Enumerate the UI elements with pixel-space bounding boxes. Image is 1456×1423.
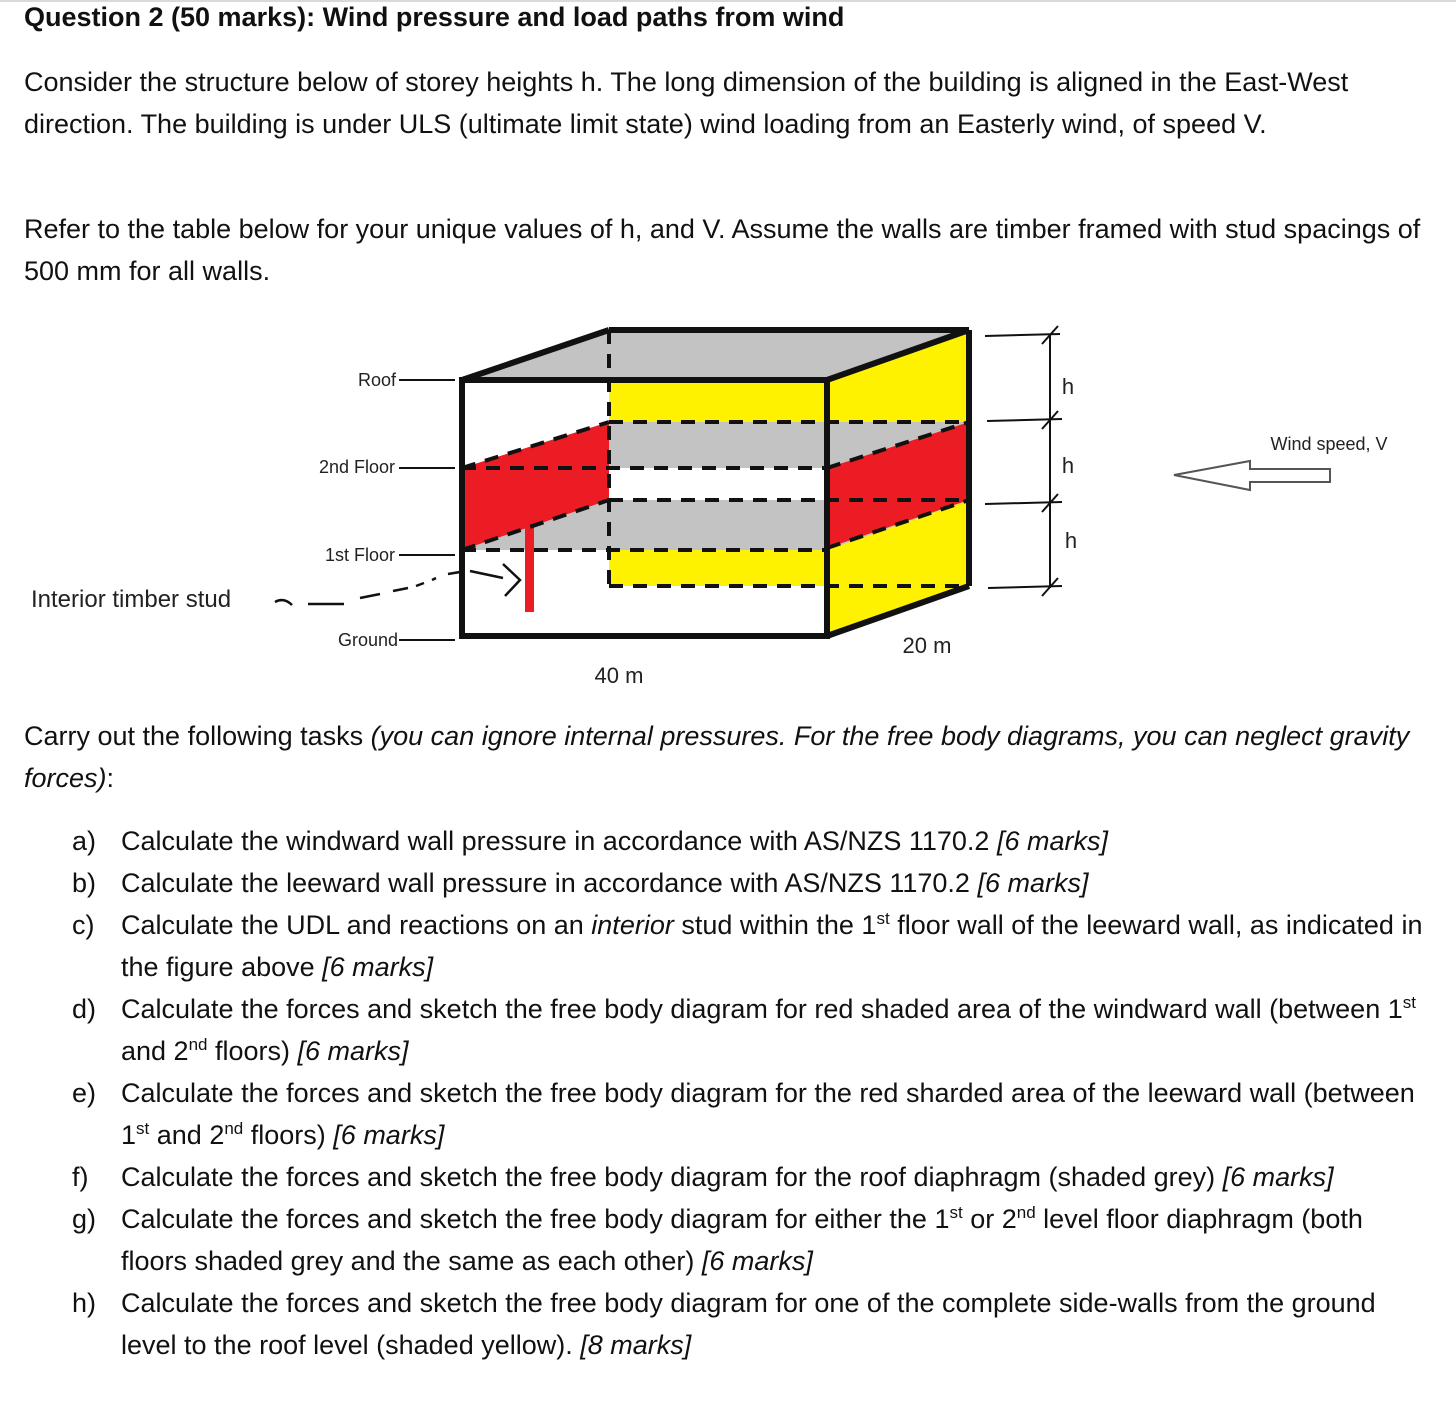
task-d: d) Calculate the forces and sketch the free body diagram for red shaded area of the windward wall (between 1st and 2nd floors) [6 marks] (72, 993, 1416, 1066)
task-g: g) Calculate the forces and sketch the free body diagram for either the 1st or 2nd level floor diaphragm (both floors shaded grey and the same as each other) [6 marks] (72, 1203, 1363, 1276)
interior-stud-label: Interior timber stud (31, 586, 232, 613)
height-label-bottom: h (1064, 528, 1078, 553)
width-dimension-label: 20 m (902, 633, 952, 658)
task-c: c) Calculate the UDL and reactions on an interior stud within the 1st floor wall of the leeward wall, as indicated in the figure above [6 marks] (72, 909, 1423, 982)
interior-stud (525, 520, 534, 612)
tasks-intro: Carry out the following tasks (you can ignore internal pressures. For the free body diagrams, you can neglect gravity forces): (24, 721, 1410, 793)
stud-pointer-line (275, 571, 503, 605)
ground-label: Ground (337, 630, 398, 650)
first-floor-label: 1st Floor (324, 545, 395, 565)
height-label-top: h (1061, 374, 1075, 399)
question-title: Question 2 (50 marks): Wind pressure and load paths from wind (24, 2, 845, 32)
intro-paragraph-2: Refer to the table below for your unique values of h, and V. Assume the walls are timber framed with stud spacings of 500 mm for all walls. (24, 214, 1421, 286)
stud-pointer-arrowhead (503, 564, 520, 596)
task-f: f) Calculate the forces and sketch the free body diagram for the roof diaphragm (shaded grey) [6 marks] (72, 1162, 1334, 1192)
task-list (72, 820, 1432, 1366)
wind-speed-label: Wind speed, V (1270, 434, 1388, 454)
task-e: e) Calculate the forces and sketch the free body diagram for the red sharded area of the leeward wall (between 1st and 2nd floors) [6 marks] (72, 1078, 1415, 1150)
intro-paragraph-1: Consider the structure below of storey heights h. The long dimension of the building is aligned in the East-West direction. The building is under ULS (ultimate limit state) wind loading from an Easterly wind, of speed V. (24, 67, 1349, 139)
roof-label: Roof (357, 370, 396, 390)
length-dimension-label: 40 m (594, 663, 644, 688)
building-figure (0, 300, 1456, 720)
task-h: h) Calculate the forces and sketch the free body diagram for one of the complete side-walls from the ground level to the roof level (shaded yellow). [8 marks] (72, 1288, 1376, 1360)
task-a: a) Calculate the windward wall pressure in accordance with AS/NZS 1170.2 [6 marks] (72, 826, 1108, 856)
second-floor-label: 2nd Floor (318, 457, 395, 477)
height-label-middle: h (1061, 453, 1075, 478)
task-b: b) Calculate the leeward wall pressure in accordance with AS/NZS 1170.2 [6 marks] (72, 868, 1089, 898)
wind-arrow (1174, 461, 1330, 490)
height-dimension (985, 326, 1062, 596)
